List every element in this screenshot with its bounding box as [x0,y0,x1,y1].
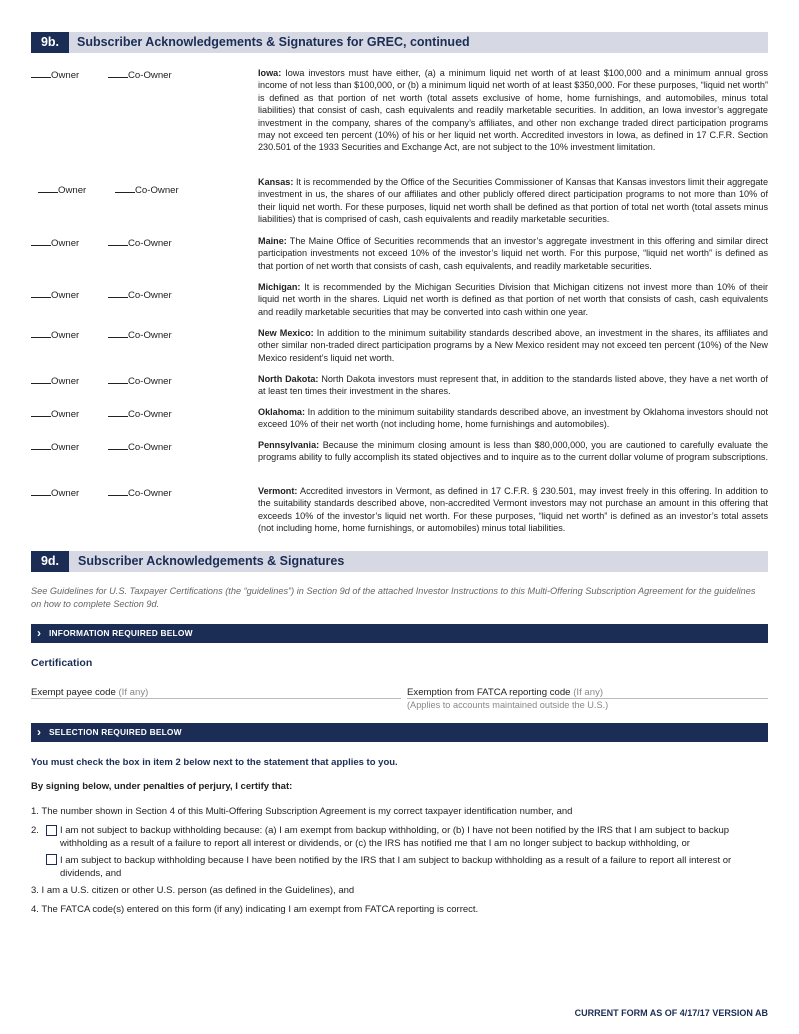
owner-initial-field[interactable]: Owner [31,68,79,82]
subject-backup-withholding-checkbox[interactable] [46,854,57,865]
exempt-payee-line [31,698,401,699]
state-disclosure: North Dakota: North Dakota investors must represent that, in addition to the standards listed above, they have a net worth of at least ten times their investment in the shares. [258,374,768,397]
fatca-exemption-line [407,698,768,699]
section-9b-header [31,32,768,53]
coowner-initial-field[interactable]: Co-Owner [108,288,172,302]
cert-item-2-number: 2. [31,825,39,836]
coowner-initial-field[interactable]: Co-Owner [108,407,172,421]
cert-item-2b-text: I am subject to backup withholding because I have been notified by the IRS that I am subject to backup withholding as a result of a failure to report all interest or dividends, and [60,855,732,879]
owner-initial-field[interactable]: Owner [31,486,79,500]
owner-initial-field[interactable]: Owner [31,288,79,302]
guidelines-note: See Guidelines for U.S. Taxpayer Certifications (the “guidelines”) in Section 9d of the attached Investor Instructions to this Multi-Offering Subscription Agreement for the guidelines on how to complete Section 9d. [31,586,756,609]
bar-label: INFORMATION REQUIRED BELOW [49,628,193,638]
coowner-initial-field[interactable]: Co-Owner [108,374,172,388]
coowner-initial-field[interactable]: Co-Owner [108,68,172,82]
chevron-right-icon: › [37,725,41,739]
cert-item-4: 4. The FATCA code(s) entered on this form (if any) indicating I am exempt from FATCA reporting is correct. [31,904,479,915]
coowner-initial-field[interactable]: Co-Owner [108,328,172,342]
coowner-initial-field[interactable]: Co-Owner [115,183,179,197]
certification-heading: Certification [31,657,93,669]
form-version-footer: CURRENT FORM AS OF 4/17/17 VERSION AB [574,1008,768,1018]
section-number: 9b. [31,32,69,53]
selection-required-bar [31,723,768,742]
cert-item-3: 3. I am a U.S. citizen or other U.S. person (as defined in the Guidelines), and [31,885,355,896]
owner-initial-field[interactable]: Owner [38,183,86,197]
coowner-initial-field[interactable]: Co-Owner [108,486,172,500]
coowner-initial-field[interactable]: Co-Owner [108,440,172,454]
information-required-bar [31,624,768,643]
owner-initial-field[interactable]: Owner [31,328,79,342]
state-disclosure: Oklahoma: In addition to the minimum suitability standards described above, an investment by Oklahoma investors should not exceed 10% of their net worth (not including home, home furnishings and automobiles). [258,407,768,430]
owner-initial-field[interactable]: Owner [31,407,79,421]
owner-initial-field[interactable]: Owner [31,374,79,388]
must-check-instruction: You must check the box in item 2 below next to the statement that applies to you. [31,757,398,768]
state-disclosure: Kansas: It is recommended by the Office of the Securities Commissioner of Kansas that Kansas investors limit their aggregate investment in us, the shares of our affiliates and other publicly offered direct participation programs to not more than 10% of their liquid net worth. For these purposes, liquid net worth shall be defined as that portion of total net worth (total assets minus liabilities) that is comprised of cash, cash equivalents and readily marketable securities. [258,177,768,225]
fatca-note: (Applies to accounts maintained outside the U.S.) [407,700,609,710]
section-number: 9d. [31,551,69,572]
section-title: Subscriber Acknowledgements & Signatures for GREC, continued [77,35,470,49]
section-title: Subscriber Acknowledgements & Signatures [78,554,345,568]
owner-initial-field[interactable]: Owner [31,236,79,250]
state-disclosure: New Mexico: In addition to the minimum suitability standards described above, an investment in the shares, its affiliates and other similar non-traded direct participation programs by a New Mexico resident may not exceed ten percent (10%) of the New Mexico resident’s liquid net worth. [258,328,768,363]
state-disclosure: Iowa: Iowa investors must have either, (a) a minimum liquid net worth of at least $100,000 and a minimum annual gross income of not less than $100,000, or (b) a minimum liquid net worth of at least $350,000. For these purposes, “liquid net worth” is defined as that portion of net worth (total assets exclusive of home, home furnishings, and automobiles, minus total liabilities) that consist of cash, cash equivalents and readily marketable securities. In addition, an Iowa investor’s aggregate investment in the company, shares of the company’s affiliates, and other non exchange traded direct participation programs may not exceed ten percent (10%) of his or her liquid net worth. Accredited investors in Iowa, as defined in 17 C.F.R. Section 230.501 of the 1933 Securities and Exchange Act, are not subject to the 10% investment limitation. [258,68,768,153]
cert-item-2a-text: I am not subject to backup withholding because: (a) I am exempt from backup withholding, or (b) I have not been notified by the IRS that I am subject to backup withholding as a result of a failure to report all interest or dividends, or (c) the IRS has notified me that I am no longer subject to backup withholding, or [60,825,730,849]
owner-initial-field[interactable]: Owner [31,440,79,454]
chevron-right-icon: › [37,626,41,640]
state-disclosure: Michigan: It is recommended by the Michigan Securities Division that Michigan citizens not invest more than 10% of their liquid net worth in the shares. Liquid net worth is defined as that portion of net worth that consists of cash, cash equivalents and readily marketable securities that may be converted into cash within one year. [258,282,769,317]
certify-statement: By signing below, under penalties of perjury, I certify that: [31,781,293,792]
bar-label: SELECTION REQUIRED BELOW [49,727,182,737]
not-subject-backup-withholding-checkbox[interactable] [46,825,57,836]
state-disclosure: Vermont: Accredited investors in Vermont, as defined in 17 C.F.R. § 230.501, may invest freely in this offering. In addition to the suitability standards described above, non-accredited Vermont investors may not purchase an amount in this offering that exceeds 10% of the investor’s liquid net worth. For these purposes, “liquid net worth” is defined as an investor’s total assets (not including home, home furnishings, or automobiles) minus total liabilities. [258,486,768,534]
state-disclosure: Maine: The Maine Office of Securities recommends that an investor’s aggregate investment in this offering and similar direct participation investments not exceed 10% of the investor’s liquid net worth. For this purpose, “liquid net worth” is defined as that portion of net worth that consists of cash, cash equivalents, and readily marketable securities. [258,236,768,271]
cert-item-1: 1. The number shown in Section 4 of this Multi-Offering Subscription Agreement is my correct taxpayer identification number, and [31,806,573,817]
section-9d-header [31,551,768,572]
coowner-initial-field[interactable]: Co-Owner [108,236,172,250]
fatca-exemption-code-field[interactable]: Exemption from FATCA reporting code (If any) [407,687,604,698]
state-disclosure: Pennsylvania: Because the minimum closing amount is less than $80,000,000, you are cautioned to carefully evaluate the programs ability to fully accomplish its stated objectives and to inquire as to the current dollar volume of program subscriptions. [258,440,769,463]
exempt-payee-code-field[interactable]: Exempt payee code (If any) [31,687,149,698]
